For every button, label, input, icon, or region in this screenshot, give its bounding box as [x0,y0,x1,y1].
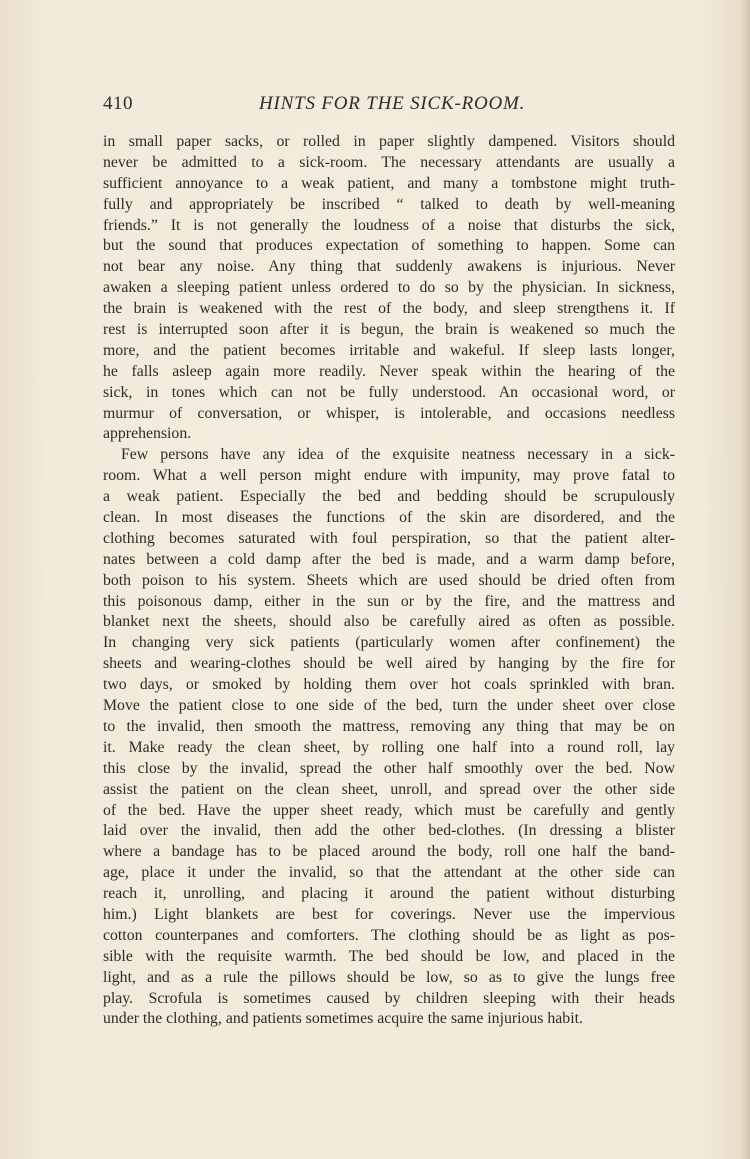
text-line: friends.” It is not generally the loudness of a noise that disturbs the sick, [103,216,675,234]
text-line: murmur of conversation, or whisper, is intolerable, and occasions needless [103,404,675,422]
text-line: blanket next the sheets, should also be carefully aired as often as possible. [103,613,675,631]
text-line: never be admitted to a sick-room. The necessary attendants are usually a [103,153,675,171]
text-line: both poison to his system. Sheets which are used should be dried often from [103,571,675,589]
paragraph-end-line: apprehension. [103,425,192,443]
text-line: where a bandage has to be placed around the body, roll one half the band- [103,843,675,861]
text-line: this close by the invalid, spread the other half smoothly over the bed. Now [103,759,675,777]
text-line: this poisonous damp, either in the sun or by the fire, and the mattress and [103,592,675,610]
text-line: reach it, unrolling, and placing it around the patient without disturbing [103,885,675,903]
running-head [103,92,678,116]
text-line: in small paper sacks, or rolled in paper slightly dampened. Visitors should [103,133,675,150]
text-line: under the clothing, and patients sometimes acquire the same injurious habit. [103,1010,583,1028]
text-line: awaken a sleeping patient unless ordered to do so by the physician. In sickness, [103,279,675,297]
text-line: light, and as a rule the pillows should be low, so as to give the lungs free [103,968,675,986]
text-line: sick, in tones which can not be fully understood. An occasional word, or [103,383,675,401]
text-line: play. Scrofula is sometimes caused by children sleeping with their heads [103,989,675,1007]
text-line: Move the patient close to one side of the bed, turn the under sheet over close [103,697,675,715]
text-line: him.) Light blankets are best for coverings. Never use the impervious [103,905,675,923]
text-line: nates between a cold damp after the bed is made, and a warm damp before, [103,550,675,568]
text-line: age, place it under the invalid, so that the attendant at the other side can [103,864,675,882]
running-title: HINTS FOR THE SICK-ROOM. [259,93,526,114]
text-line: to the invalid, then smooth the mattress, removing any thing that may be on [103,717,675,735]
paragraph-start-line: Few persons have any idea of the exquisite neatness necessary in a sick- [121,446,675,464]
text-line: fully and appropriately be inscribed “ talked to death by well-meaning [103,195,675,213]
text-line: sheets and wearing-clothes should be well aired by hanging by the fire for [103,655,675,673]
text-line: room. What a well person might endure with impunity, may prove fatal to [103,467,675,485]
body-text [103,132,675,1030]
text-line: In changing very sick patients (particularly women after confinement) the [103,634,675,652]
text-line: clothing becomes saturated with foul perspiration, so that the patient alter- [103,529,675,547]
text-line: laid over the invalid, then add the other bed-clothes. (In dressing a blister [103,822,675,840]
text-line: clean. In most diseases the functions of the skin are disordered, and the [103,509,675,527]
text-line: sufficient annoyance to a weak patient, and many a tombstone might truth- [103,174,675,192]
text-line: the brain is weakened with the rest of the body, and sleep strengthens it. If [103,300,675,318]
text-line: but the sound that produces expectation of something to happen. Some can [103,237,675,255]
text-line: it. Make ready the clean sheet, by rolling one half into a round roll, lay [103,738,675,756]
text-line: not bear any noise. Any thing that suddenly awakens is injurious. Never [103,258,675,276]
page-edge-shadow [740,0,750,1159]
text-line: assist the patient on the clean sheet, unroll, and spread over the other side [103,780,675,798]
text-line: two days, or smoked by holding them over hot coals sprinkled with bran. [103,676,675,694]
text-line: of the bed. Have the upper sheet ready, which must be carefully and gently [103,801,675,819]
text-line: cotton counterpanes and comforters. The clothing should be as light as pos- [103,926,675,944]
text-line: a weak patient. Especially the bed and bedding should be scrupulously [103,488,675,506]
text-line: sible with the requisite warmth. The bed should be low, and placed in the [103,947,675,965]
page-number: 410 [103,93,133,114]
text-line: rest is interrupted soon after it is begun, the brain is weakened so much the [103,321,675,339]
text-line: more, and the patient becomes irritable and wakeful. If sleep lasts longer, [103,341,675,359]
text-line: he falls asleep again more readily. Never speak within the hearing of the [103,362,675,380]
